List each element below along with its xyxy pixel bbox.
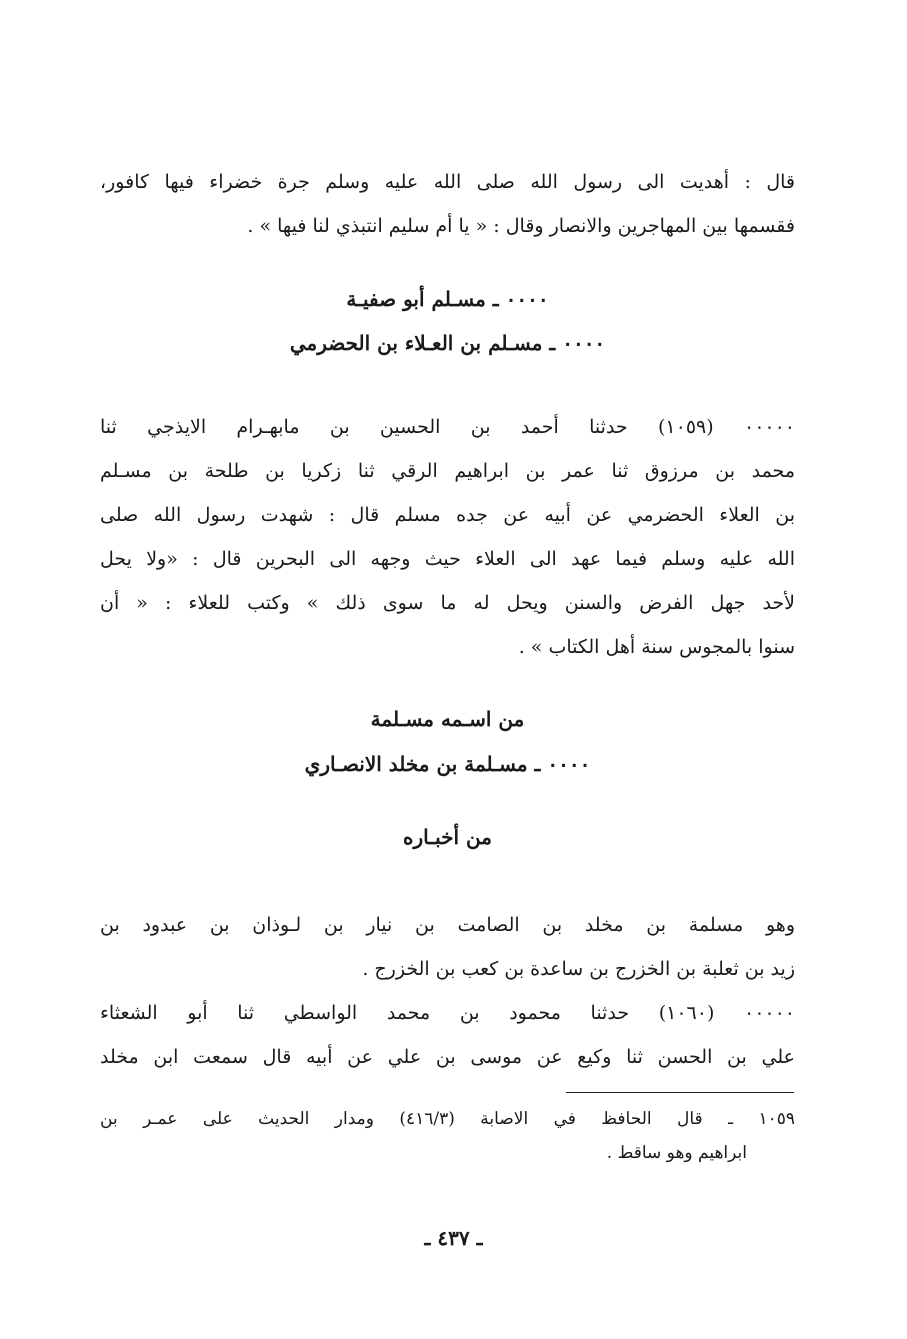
text-line: ٠٠٠٠٠ (١٠٦٠) حدثنا محمود بن محمد الواسطي ثنا أبو الشعثاء [100, 1002, 795, 1024]
section-heading-maslama: من اسـمه مسـلمة [370, 707, 525, 731]
text-line: ٠٠٠٠٠ (١٠٥٩) حدثنا أحمد بن الحسين بن مابهـرام الايذجي ثنا [100, 416, 795, 438]
text-line: محمد بن مرزوق ثنا عمر بن ابراهيم الرقي ثنا زكريا بن طلحة بن مسـلم [100, 460, 795, 482]
paragraph-3 [100, 903, 795, 991]
text-line: سنوا بالمجوس سنة أهل الكتاب » . [518, 636, 795, 658]
text-line: الله عليه وسلم فيما عهد الى العلاء حيث وجهه الى البحرين قال : «ولا يحل [100, 548, 795, 570]
paragraph-4 [100, 991, 795, 1079]
text-line: فقسمها بين المهاجرين والانصار وقال : « يا أم سليم انتبذي لنا فيها » . [247, 215, 795, 237]
entry-heading-muslim-ibn-al-ala: ٠٠٠٠ ـ مسـلم بن العـلاء بن الحضرمي [289, 331, 606, 355]
text-line: زيد بن ثعلبة بن الخزرج بن ساعدة بن كعب بن الخزرج . [362, 958, 795, 980]
footnote-line: ١٠٥٩ ـ قال الحافظ في الاصابة (٤١٦/٣) ومدار الحديث على عمـر بن [100, 1109, 795, 1129]
text-line: علي بن الحسن ثنا وكيع عن موسى بن علي عن أبيه قال سمعت ابن مخلد [100, 1046, 795, 1068]
footnote-divider [566, 1092, 794, 1093]
paragraph-1 [100, 160, 795, 248]
text-line: قال : أهديت الى رسول الله صلى الله عليه وسلم جرة خضراء فيها كافور، [100, 171, 795, 193]
text-line: لأحد جهل الفرض والسنن ويحل له ما سوى ذلك » وكتب للعلاء : « أن [100, 592, 795, 614]
footnote [100, 1102, 795, 1170]
paragraph-2 [100, 405, 795, 669]
footnote-line: ابراهيم وهو ساقط . [606, 1143, 747, 1163]
entry-heading-muslim-abu-safiya: ٠٠٠٠ ـ مسـلم أبو صفيـة [346, 287, 549, 311]
text-line: وهو مسلمة بن مخلد بن الصامت بن نيار بن لـوذان بن عبدود بن [100, 914, 795, 936]
section-heading-akhbar: من أخبـاره [403, 825, 492, 849]
text-line: بن العلاء الحضرمي عن أبيه عن جده مسلم قال : شهدت رسول الله صلى [100, 504, 795, 526]
entry-heading-maslama-ibn-mukhallad: ٠٠٠٠ ـ مسـلمة بن مخلد الانصـاري [304, 752, 591, 776]
page-number: ـ ٤٣٧ ـ [424, 1226, 483, 1250]
